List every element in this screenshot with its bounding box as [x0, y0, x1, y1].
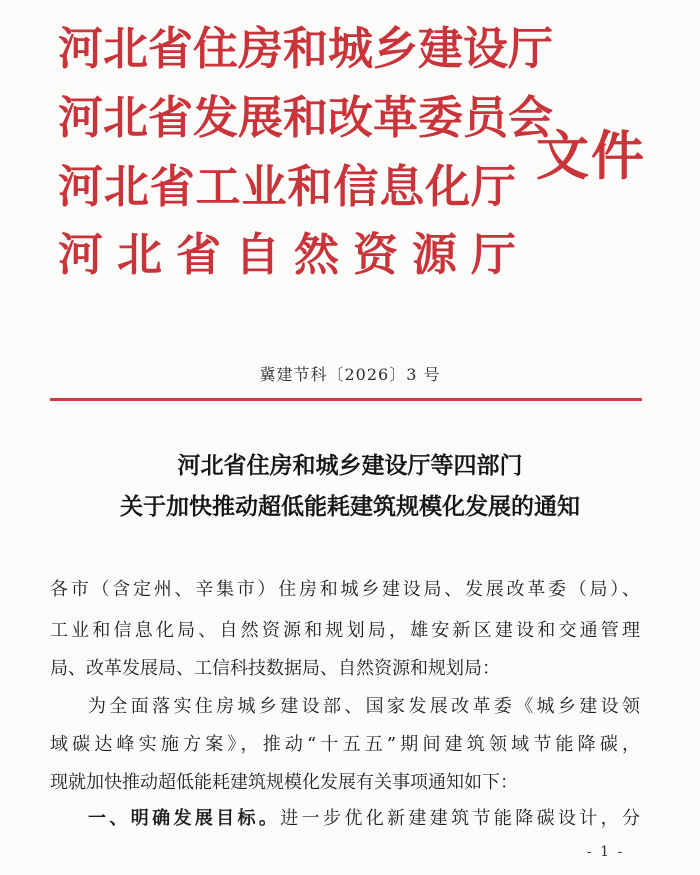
body-paragraph-line-1: 为全面落实住房城乡建设部、国家发展改革委《城乡建设领 [88, 696, 640, 717]
section-1-text: 进一步优化新建建筑节能降碳设计，分 [280, 808, 641, 829]
document-number: 冀建节科〔2026〕3 号 [259, 365, 441, 384]
red-divider-line [50, 398, 642, 401]
issuing-agency-1: 河北省住房和城乡建设厅 [58, 22, 554, 75]
document-type-label: 文件 [536, 126, 646, 187]
addressee-line-2: 工业和信息化局、自然资源和规划局，雄安新区建设和交通管理 [50, 620, 640, 641]
issuing-agency-4: 河北省自然资源厅 [58, 228, 516, 281]
issuing-agency-3: 河北省工业和信息化厅 [58, 160, 516, 213]
body-paragraph-line-2: 域碳达峰实施方案》，推动“十五五”期间建筑领域节能降碳， [50, 734, 640, 755]
document-title-line-1: 河北省住房和城乡建设厅等四部门 [177, 453, 523, 479]
document-title-line-2: 关于加快推动超低能耗建筑规模化发展的通知 [120, 494, 580, 520]
addressee-line-3: 局、改革发展局、工信科技数据局、自然资源和规划局： [50, 658, 500, 679]
addressee-line-1: 各市（含定州、辛集市）住房和城乡建设局、发展改革委（局）、 [50, 579, 640, 600]
section-1-heading: 一、明确发展目标。 [88, 808, 281, 829]
section-1-paragraph [88, 802, 640, 836]
document-header [58, 10, 658, 290]
issuing-agency-2: 河北省发展和改革委员会 [58, 91, 554, 144]
body-paragraph-line-3: 现就加快推动超低能耗建筑规模化发展有关事项通知如下： [50, 772, 518, 793]
page-number: - 1 - [587, 844, 625, 860]
